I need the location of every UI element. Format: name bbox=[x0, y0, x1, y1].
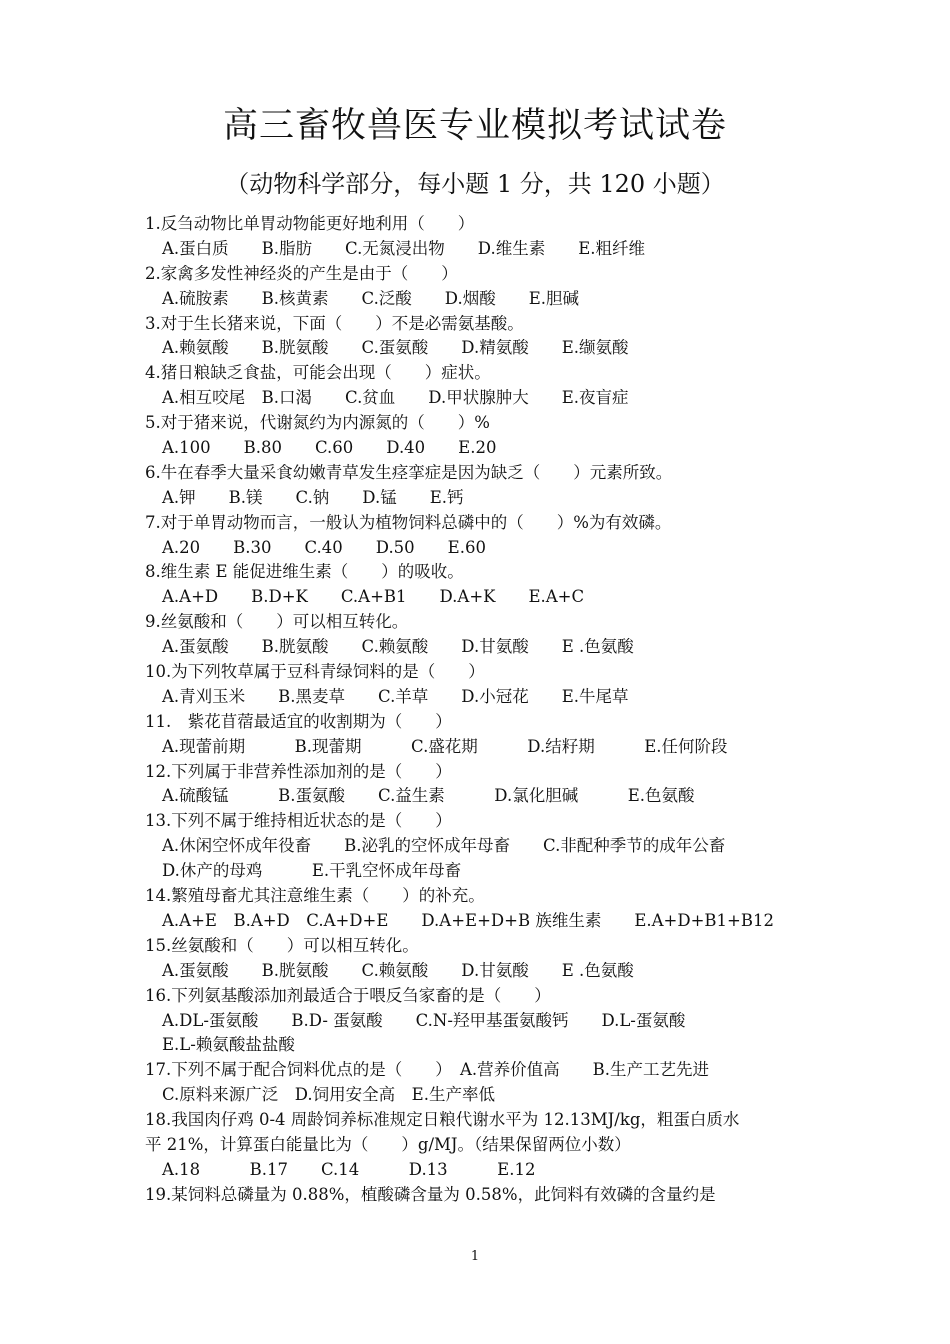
answer-options: A.蛋氨酸 B.胱氨酸 C.赖氨酸 D.甘氨酸 E .色氨酸 bbox=[162, 960, 634, 980]
question-text: 4.猪日粮缺乏食盐，可能会出现（ ）症状。 bbox=[145, 363, 491, 383]
answer-options: A.A+E B.A+D C.A+D+E D.A+E+D+B 族维生素 E.A+D+B1+B12 bbox=[162, 910, 774, 930]
answer-options: D.休产的母鸡 E.干乳空怀成年母畜 bbox=[162, 861, 462, 881]
answer-options: A.蛋白质 B.脂肪 C.无氮浸出物 D.维生素 E.粗纤维 bbox=[162, 238, 645, 258]
question-text: 3.对于生长猪来说，下面（ ）不是必需氨基酸。 bbox=[145, 313, 524, 333]
question-text: 6.牛在春季大量采食幼嫩青草发生痉挛症是因为缺乏（ ）元素所致。 bbox=[145, 462, 673, 482]
answer-options: A.赖氨酸 B.胱氨酸 C.蛋氨酸 D.精氨酸 E.缬氨酸 bbox=[162, 338, 629, 358]
answer-options: A.钾 B.镁 C.钠 D.锰 E.钙 bbox=[162, 487, 464, 507]
answer-options: A.100 B.80 C.60 D.40 E.20 bbox=[162, 438, 497, 458]
question-list bbox=[145, 212, 815, 1208]
answer-options: A.DL-蛋氨酸 B.D- 蛋氨酸 C.N-羟甲基蛋氨酸钙 D.L-蛋氨酸 bbox=[162, 1010, 686, 1030]
answer-options: A.现蕾前期 B.现蕾期 C.盛花期 D.结籽期 E.任何阶段 bbox=[162, 736, 728, 756]
page-number: 1 bbox=[470, 1249, 480, 1264]
answer-options: A.休闲空怀成年役畜 B.泌乳的空怀成年母畜 C.非配种季节的成年公畜 bbox=[162, 836, 726, 856]
question-text: 12.下列属于非营养性添加剂的是（ ） bbox=[145, 761, 452, 781]
question-text: 7.对于单胃动物而言，一般认为植物饲料总磷中的（ ）%为有效磷。 bbox=[145, 512, 672, 532]
question-text: 10.为下列牧草属于豆科青绿饲料的是（ ） bbox=[145, 662, 485, 682]
answer-options: A.18 B.17 C.14 D.13 E.12 bbox=[162, 1159, 536, 1179]
question-text: 15.丝氨酸和（ ）可以相互转化。 bbox=[145, 935, 419, 955]
answer-options: A.硫胺素 B.核黄素 C.泛酸 D.烟酸 E.胆碱 bbox=[162, 288, 579, 308]
answer-options: A.A+D B.D+K C.A+B1 D.A+K E.A+C bbox=[162, 587, 585, 607]
question-text: 19.某饲料总磷量为 0.88%，植酸磷含量为 0.58%，此饲料有效磷的含量约是 bbox=[145, 1184, 716, 1204]
question-text: 17.下列不属于配合饲料优点的是（ ） A.营养价值高 B.生产工艺先进 bbox=[145, 1060, 710, 1080]
answer-options: A.青刈玉米 B.黑麦草 C.羊草 D.小冠花 E.牛尾草 bbox=[162, 686, 629, 706]
question-text: 13.下列不属于维持相近状态的是（ ） bbox=[145, 811, 452, 831]
question-text: 5.对于猪来说，代谢氮约为内源氮的（ ）% bbox=[145, 413, 490, 433]
answer-options: A.相互咬尾 B.口渴 C.贫血 D.甲状腺肿大 E.夜盲症 bbox=[162, 388, 629, 408]
question-text: 2.家禽多发性神经炎的产生是由于（ ） bbox=[145, 263, 458, 283]
exam-title: 高三畜牧兽医专业模拟考试试卷 bbox=[222, 106, 727, 146]
question-text: 8.维生素 E 能促进维生素（ ）的吸收。 bbox=[145, 562, 464, 582]
exam-subtitle: （动物科学部分，每小题 1 分，共 120 小题） bbox=[225, 170, 725, 198]
question-text: 1.反刍动物比单胃动物能更好地利用（ ） bbox=[145, 214, 475, 233]
question-text: 18.我国肉仔鸡 0-4 周龄饲养标准规定日粮代谢水平为 12.13MJ/kg，粗蛋白质水 bbox=[145, 1110, 740, 1130]
question-text: 平 21%，计算蛋白能量比为（ ）g/MJ。（结果保留两位小数） bbox=[145, 1134, 631, 1154]
answer-options: A.20 B.30 C.40 D.50 E.60 bbox=[162, 537, 486, 557]
question-text: 11. 紫花苜蓿最适宜的收割期为（ ） bbox=[145, 711, 452, 731]
answer-options: A.蛋氨酸 B.胱氨酸 C.赖氨酸 D.甘氨酸 E .色氨酸 bbox=[162, 637, 634, 657]
question-text: 9.丝氨酸和（ ）可以相互转化。 bbox=[145, 612, 409, 632]
question-text: 16.下列氨基酸添加剂最适合于喂反刍家畜的是（ ） bbox=[145, 985, 551, 1005]
answer-options: C.原料来源广泛 D.饲用安全高 E.生产率低 bbox=[162, 1085, 495, 1105]
answer-options: A.硫酸锰 B.蛋氨酸 C.益生素 D.氯化胆碱 E.色氨酸 bbox=[162, 786, 695, 806]
answer-options: E.L-赖氨酸盐盐酸 bbox=[162, 1035, 295, 1055]
question-text: 14.繁殖母畜尤其注意维生素（ ）的补充。 bbox=[145, 886, 485, 906]
